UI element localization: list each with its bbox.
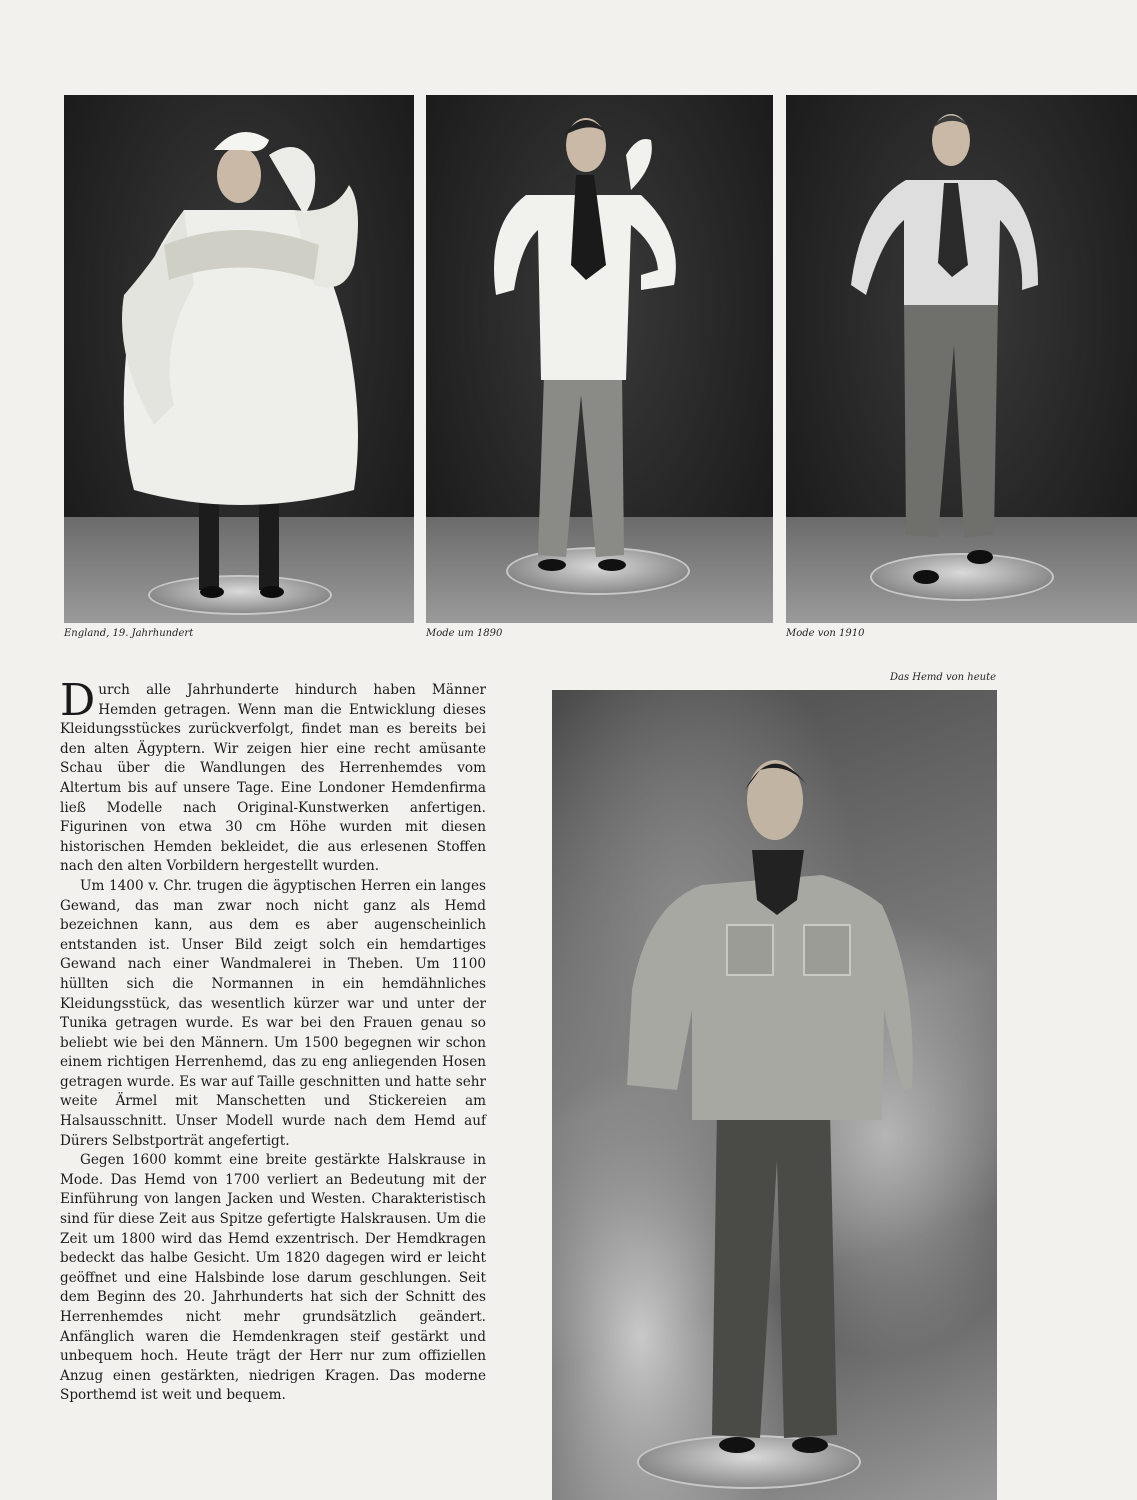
intro-text: urch alle Jahrhunderte hindurch haben Männer Hemden getragen. Wenn man die Entwicklung dieses Kleidungsstückes zurückverfolgt, findet man es bereits bei den alten Ägyptern. Wir zeigen hier eine recht amüsante Schau über die Wandlungen des Herrenhemdes vom Altertum bis auf unsere Tage. Eine Londoner Hemdenfirma ließ Modelle nach Original-Kunstwerken anfertigen. Figurinen von etwa 30 cm Höhe wurden mit diesen historischen Hemden bekleidet, die aus erlesenen Stoffen nach den alten Vorbildern hergestellt wurden. (60, 682, 486, 875)
article-paragraph-history: Um 1400 v. Chr. trugen die ägyptischen Herren ein langes Gewand, das man zwar noch nicht ganz als Hemd bezeichnen kann, aus dem es aber augenscheinlich entstanden ist. Unser Bild zeigt solch ein hemdartiges Gewand nach einer Wandmalerei in Theben. Um 1100 hüllten sich die Normannen in ein hemdähnliches Kleidungsstück, das wesentlich kürzer war und unter der Tunika getragen wurde. Es war bei den Frauen genau so beliebt wie bei den Männern. Um 1500 begegnen wir schon einem richtigen Herrenhemd, das zu eng anliegenden Hosen getragen wurde. Es war auf Taille geschnitten und hatte sehr weite Ärmel mit Manschetten und Stickereien am Halsausschnitt. Unser Modell wurde nach dem Hemd auf Dürers Selbstporträt angefertigt. (60, 877, 486, 1149)
caption-england: England, 19. Jahrhundert (64, 628, 194, 639)
photo-modern-shirt (552, 690, 997, 1500)
photo-mode-1890 (426, 95, 773, 623)
caption-mode-1890: Mode um 1890 (426, 628, 503, 639)
article-body (60, 675, 486, 1406)
photo-mode-1910 (786, 95, 1137, 623)
caption-modern-shirt: Das Hemd von heute (890, 672, 997, 683)
article-paragraph-modern: Gegen 1600 kommt eine breite gestärkte Halskrause in Mode. Das Hemd von 1700 verliert an Bedeutung mit der Einführung von langen Jacken und Westen. Charakteristisch sind für diese Zeit aus Spitze gefertigte Halskrausen. Um die Zeit um 1800 wird das Hemd exzentrisch. Der Hemdkragen bedeckt das halbe Gesicht. Um 1820 dagegen wird er leicht geöffnet und eine Halsbinde lose darum geschlungen. Seit dem Beginn des 20. Jahrhunderts hat sich der Schnitt des Herrenhemdes nicht mehr grundsätzlich geändert. Anfänglich waren die Hemdenkragen steif gestärkt und unbequem hoch. Heute trägt der Herr nur zum offiziellen Anzug einen gestärkten, niedrigen Kragen. Das moderne Sporthemd ist weit und bequem. (60, 1152, 486, 1404)
article-paragraph-intro (60, 675, 486, 877)
caption-mode-1910: Mode von 1910 (786, 628, 865, 639)
drop-cap: D (60, 675, 96, 726)
figurine-modern-sport-shirt (552, 690, 997, 1500)
figurine-1910-outfit (786, 95, 1137, 623)
figurine-ruffled-shirt (64, 95, 414, 623)
figurine-1890-outfit (426, 95, 773, 623)
photo-england-19th-century (64, 95, 414, 623)
